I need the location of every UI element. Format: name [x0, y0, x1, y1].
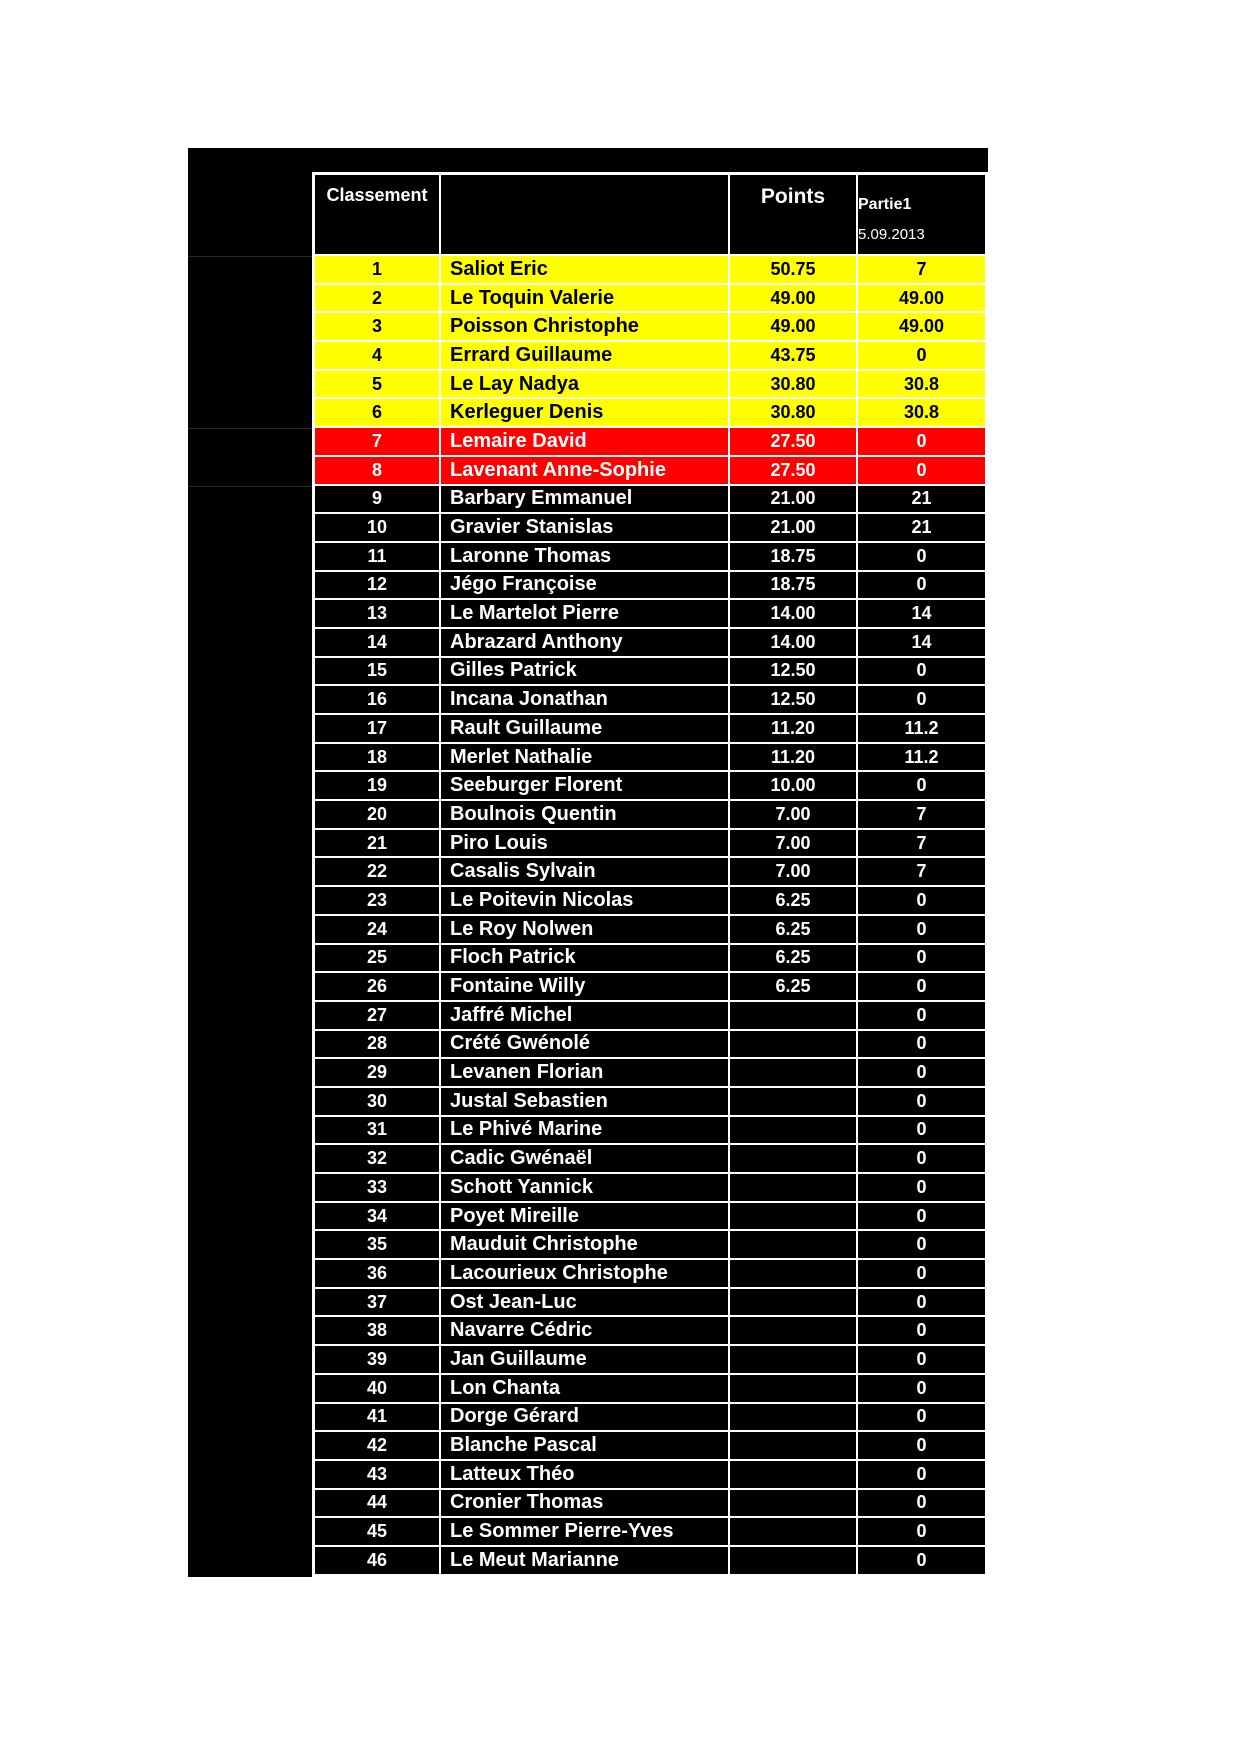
rank-cell: 19 [315, 772, 439, 799]
partie1-cell: 0 [858, 916, 985, 943]
name-cell: Lavenant Anne-Sophie [441, 457, 728, 484]
partie1-cell: 0 [858, 1002, 985, 1029]
name-cell: Abrazard Anthony [441, 629, 728, 656]
rank-cell: 39 [315, 1346, 439, 1373]
points-cell: 7.00 [730, 858, 856, 885]
points-cell [730, 1490, 856, 1517]
rank-cell: 17 [315, 715, 439, 742]
points-cell: 27.50 [730, 428, 856, 455]
name-cell: Casalis Sylvain [441, 858, 728, 885]
partie1-cell: 0 [858, 1203, 985, 1230]
partie1-cell: 0 [858, 543, 985, 570]
partie1-cell: 0 [858, 457, 985, 484]
name-cell: Le Sommer Pierre-Yves [441, 1518, 728, 1545]
partie1-cell: 7 [858, 830, 985, 857]
name-cell: Cronier Thomas [441, 1490, 728, 1517]
name-cell: Blanche Pascal [441, 1432, 728, 1459]
name-cell: Errard Guillaume [441, 342, 728, 369]
name-cell: Gravier Stanislas [441, 514, 728, 541]
rank-cell: 14 [315, 629, 439, 656]
points-cell: 14.00 [730, 629, 856, 656]
points-cell [730, 1231, 856, 1258]
name-cell: Le Phivé Marine [441, 1117, 728, 1144]
name-cell: Ost Jean-Luc [441, 1289, 728, 1316]
rank-cell: 32 [315, 1145, 439, 1172]
rank-cell: 46 [315, 1547, 439, 1574]
points-cell [730, 1289, 856, 1316]
points-cell: 30.80 [730, 399, 856, 426]
points-cell [730, 1145, 856, 1172]
rank-cell: 33 [315, 1174, 439, 1201]
partie1-cell: 14 [858, 600, 985, 627]
name-cell: Jan Guillaume [441, 1346, 728, 1373]
name-cell: Seeburger Florent [441, 772, 728, 799]
rank-cell: 8 [315, 457, 439, 484]
points-cell: 6.25 [730, 973, 856, 1000]
points-cell: 10.00 [730, 772, 856, 799]
points-cell [730, 1088, 856, 1115]
name-cell: Dorge Gérard [441, 1404, 728, 1431]
points-cell [730, 1117, 856, 1144]
partie1-cell: 0 [858, 1461, 985, 1488]
left-margin-column [188, 148, 312, 1577]
name-cell: Poyet Mireille [441, 1203, 728, 1230]
rank-cell: 43 [315, 1461, 439, 1488]
rank-cell: 15 [315, 658, 439, 685]
partie1-cell: 0 [858, 1317, 985, 1344]
partie1-cell: 0 [858, 1404, 985, 1431]
points-cell: 11.20 [730, 744, 856, 771]
rank-cell: 12 [315, 572, 439, 599]
points-cell: 6.25 [730, 945, 856, 972]
name-cell: Saliot Eric [441, 256, 728, 283]
partie1-cell: 30.8 [858, 371, 985, 398]
points-cell: 7.00 [730, 830, 856, 857]
points-cell [730, 1375, 856, 1402]
name-cell: Merlet Nathalie [441, 744, 728, 771]
partie1-cell: 0 [858, 342, 985, 369]
rank-cell: 30 [315, 1088, 439, 1115]
points-cell: 43.75 [730, 342, 856, 369]
points-cell: 7.00 [730, 801, 856, 828]
rank-cell: 18 [315, 744, 439, 771]
rank-cell: 10 [315, 514, 439, 541]
rank-cell: 1 [315, 256, 439, 283]
name-cell: Cadic Gwénaël [441, 1145, 728, 1172]
partie1-cell: 0 [858, 1432, 985, 1459]
points-cell: 14.00 [730, 600, 856, 627]
partie1-cell: 0 [858, 686, 985, 713]
name-cell: Le Poitevin Nicolas [441, 887, 728, 914]
partie1-cell: 7 [858, 858, 985, 885]
points-cell [730, 1031, 856, 1058]
rank-cell: 3 [315, 313, 439, 340]
name-cell: Poisson Christophe [441, 313, 728, 340]
points-cell: 6.25 [730, 916, 856, 943]
points-cell [730, 1059, 856, 1086]
rank-cell: 26 [315, 973, 439, 1000]
header-partie1 [858, 175, 985, 254]
rank-cell: 23 [315, 887, 439, 914]
rank-cell: 25 [315, 945, 439, 972]
header-name [441, 175, 728, 254]
rank-cell: 16 [315, 686, 439, 713]
name-cell: Laronne Thomas [441, 543, 728, 570]
name-cell: Barbary Emmanuel [441, 486, 728, 513]
partie1-cell: 49.00 [858, 285, 985, 312]
partie1-cell: 0 [858, 1174, 985, 1201]
partie1-cell: 30.8 [858, 399, 985, 426]
points-cell [730, 1260, 856, 1287]
name-cell: Jégo Françoise [441, 572, 728, 599]
points-cell: 30.80 [730, 371, 856, 398]
rank-cell: 24 [315, 916, 439, 943]
margin-group-divider [188, 256, 312, 257]
header-points: Points [730, 175, 856, 254]
rank-cell: 7 [315, 428, 439, 455]
ranking-table [312, 172, 988, 1577]
rank-cell: 31 [315, 1117, 439, 1144]
rank-cell: 5 [315, 371, 439, 398]
name-cell: Gilles Patrick [441, 658, 728, 685]
rank-cell: 4 [315, 342, 439, 369]
rank-cell: 29 [315, 1059, 439, 1086]
rank-cell: 13 [315, 600, 439, 627]
rank-cell: 2 [315, 285, 439, 312]
rank-cell: 37 [315, 1289, 439, 1316]
name-cell: Piro Louis [441, 830, 728, 857]
partie1-cell: 0 [858, 887, 985, 914]
partie1-cell: 0 [858, 1088, 985, 1115]
points-cell: 18.75 [730, 543, 856, 570]
partie1-cell: 11.2 [858, 715, 985, 742]
name-cell: Le Roy Nolwen [441, 916, 728, 943]
partie1-cell: 14 [858, 629, 985, 656]
rank-cell: 28 [315, 1031, 439, 1058]
partie1-cell: 0 [858, 772, 985, 799]
partie1-cell: 0 [858, 1260, 985, 1287]
partie1-cell: 0 [858, 1490, 985, 1517]
rank-cell: 6 [315, 399, 439, 426]
name-cell: Schott Yannick [441, 1174, 728, 1201]
ranking-sheet [188, 148, 988, 1577]
points-cell: 21.00 [730, 486, 856, 513]
points-cell [730, 1404, 856, 1431]
name-cell: Justal Sebastien [441, 1088, 728, 1115]
rank-cell: 41 [315, 1404, 439, 1431]
points-cell: 27.50 [730, 457, 856, 484]
rank-cell: 34 [315, 1203, 439, 1230]
partie1-cell: 0 [858, 973, 985, 1000]
partie1-cell: 11.2 [858, 744, 985, 771]
name-cell: Latteux Théo [441, 1461, 728, 1488]
name-cell: Lon Chanta [441, 1375, 728, 1402]
name-cell: Rault Guillaume [441, 715, 728, 742]
rank-cell: 40 [315, 1375, 439, 1402]
name-cell: Floch Patrick [441, 945, 728, 972]
name-cell: Levanen Florian [441, 1059, 728, 1086]
name-cell: Le Lay Nadya [441, 371, 728, 398]
partie1-cell: 0 [858, 428, 985, 455]
points-cell [730, 1518, 856, 1545]
name-cell: Navarre Cédric [441, 1317, 728, 1344]
points-cell [730, 1002, 856, 1029]
partie1-cell: 0 [858, 1031, 985, 1058]
points-cell: 21.00 [730, 514, 856, 541]
points-cell: 50.75 [730, 256, 856, 283]
partie1-cell: 0 [858, 1059, 985, 1086]
name-cell: Mauduit Christophe [441, 1231, 728, 1258]
points-cell [730, 1203, 856, 1230]
name-cell: Jaffré Michel [441, 1002, 728, 1029]
name-cell: Fontaine Willy [441, 973, 728, 1000]
name-cell: Crété Gwénolé [441, 1031, 728, 1058]
header-partie1-date: 5.09.2013 [858, 226, 925, 243]
rank-cell: 11 [315, 543, 439, 570]
points-cell: 18.75 [730, 572, 856, 599]
partie1-cell: 0 [858, 1518, 985, 1545]
partie1-cell: 0 [858, 572, 985, 599]
partie1-cell: 0 [858, 1375, 985, 1402]
margin-group-divider [188, 486, 312, 487]
points-cell: 49.00 [730, 285, 856, 312]
rank-cell: 35 [315, 1231, 439, 1258]
name-cell: Le Meut Marianne [441, 1547, 728, 1574]
points-cell [730, 1174, 856, 1201]
rank-cell: 22 [315, 858, 439, 885]
name-cell: Le Toquin Valerie [441, 285, 728, 312]
partie1-cell: 0 [858, 658, 985, 685]
points-cell [730, 1547, 856, 1574]
points-cell: 49.00 [730, 313, 856, 340]
name-cell: Kerleguer Denis [441, 399, 728, 426]
partie1-cell: 7 [858, 801, 985, 828]
name-cell: Incana Jonathan [441, 686, 728, 713]
rank-cell: 38 [315, 1317, 439, 1344]
partie1-cell: 0 [858, 1117, 985, 1144]
points-cell [730, 1432, 856, 1459]
rank-cell: 45 [315, 1518, 439, 1545]
rank-cell: 36 [315, 1260, 439, 1287]
rank-cell: 20 [315, 801, 439, 828]
points-cell: 12.50 [730, 686, 856, 713]
rank-cell: 9 [315, 486, 439, 513]
partie1-cell: 0 [858, 1547, 985, 1574]
name-cell: Lacourieux Christophe [441, 1260, 728, 1287]
name-cell: Boulnois Quentin [441, 801, 728, 828]
partie1-cell: 0 [858, 1289, 985, 1316]
rank-cell: 21 [315, 830, 439, 857]
points-cell: 12.50 [730, 658, 856, 685]
points-cell [730, 1346, 856, 1373]
partie1-cell: 21 [858, 486, 985, 513]
partie1-cell: 0 [858, 1231, 985, 1258]
points-cell [730, 1317, 856, 1344]
margin-group-divider [188, 428, 312, 429]
rank-cell: 44 [315, 1490, 439, 1517]
header-classement: Classement [315, 175, 439, 254]
rank-cell: 27 [315, 1002, 439, 1029]
partie1-cell: 49.00 [858, 313, 985, 340]
header-partie1-label: Partie1 [858, 196, 912, 213]
name-cell: Lemaire David [441, 428, 728, 455]
partie1-cell: 0 [858, 1346, 985, 1373]
partie1-cell: 0 [858, 945, 985, 972]
partie1-cell: 7 [858, 256, 985, 283]
rank-cell: 42 [315, 1432, 439, 1459]
partie1-cell: 0 [858, 1145, 985, 1172]
points-cell: 6.25 [730, 887, 856, 914]
points-cell: 11.20 [730, 715, 856, 742]
points-cell [730, 1461, 856, 1488]
partie1-cell: 21 [858, 514, 985, 541]
name-cell: Le Martelot Pierre [441, 600, 728, 627]
